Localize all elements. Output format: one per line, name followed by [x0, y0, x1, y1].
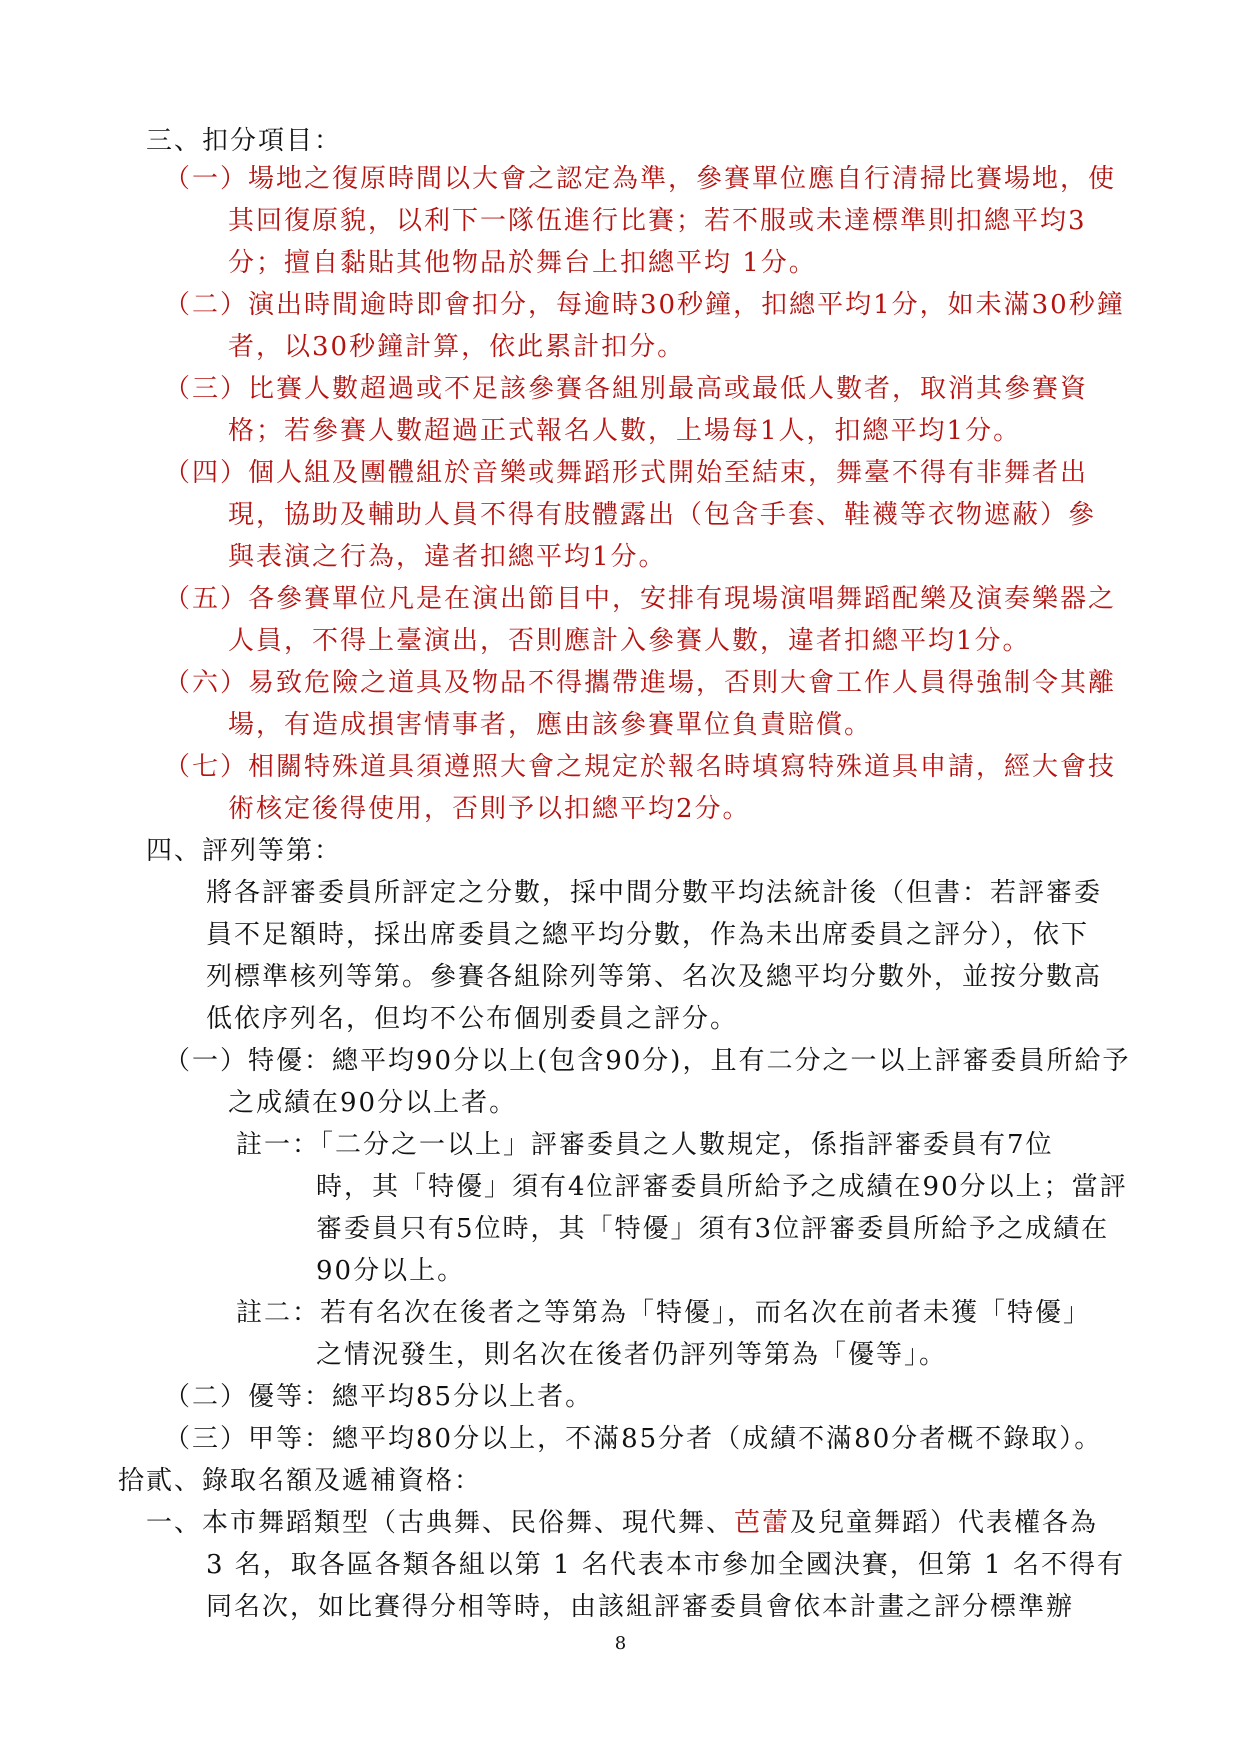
section-4-intro-line-4: 低依序列名，但均不公布個別委員之評分。	[206, 1004, 739, 1034]
section-4-intro-line-3: 列標準核列等第。參賽各組除列等第、名次及總平均分數外，並按分數高	[206, 962, 1103, 992]
section-4-intro-line-2: 員不足額時，採出席委員之總平均分數，作為未出席委員之評分），依下	[206, 920, 1090, 950]
deduction-item-7-line-2: 術核定後得使用，否則予以扣總平均2分。	[228, 794, 751, 824]
deduction-item-3-line-2: 格；若參賽人數超過正式報名人數，上場每1人，扣總平均1分。	[228, 416, 1022, 446]
grade-1-line-2: 之成績在90分以上者。	[228, 1088, 518, 1118]
note-2-line-1: 註二：若有名次在後者之等第為「特優」，而名次在前者未獲「特優」	[236, 1298, 1092, 1328]
grade-1-line-1: （一）特優：總平均90分以上(包含90分)，且有二分之一以上評審委員所給予	[164, 1046, 1131, 1076]
note-1-line-1: 註一：「二分之一以上」評審委員之人數規定，係指評審委員有7位	[236, 1130, 1054, 1160]
note-1-line-2: 時，其「特優」須有4位評審委員所給予之成績在90分以上；當評	[316, 1172, 1128, 1202]
deduction-item-5-line-2: 人員，不得上臺演出，否則應計入參賽人數，違者扣總平均1分。	[228, 626, 1031, 656]
deduction-item-1-line-1: （一）場地之復原時間以大會之認定為準，參賽單位應自行清掃比賽場地，使	[164, 164, 1117, 194]
deduction-item-5-line-1: （五）各參賽單位凡是在演出節目中，安排有現場演唱舞蹈配樂及演奏樂器之	[164, 584, 1117, 614]
quota-item-1-line-2: 3 名，取各區各類各組以第 1 名代表本市參加全國決賽，但第 1 名不得有	[206, 1550, 1125, 1580]
deduction-item-4-line-3: 與表演之行為，違者扣總平均1分。	[228, 542, 667, 572]
section-4-heading: 四、評列等第：	[146, 836, 343, 866]
section-3-heading: 三、扣分項目：	[146, 126, 343, 156]
deduction-item-6-line-1: （六）易致危險之道具及物品不得攜帶進場，否則大會工作人員得強制令其離	[164, 668, 1117, 698]
deduction-item-1-line-3: 分；擅自黏貼其他物品於舞台上扣總平均 1分。	[228, 248, 817, 278]
deduction-item-1-line-2: 其回復原貌，以利下一隊伍進行比賽；若不服或未達標準則扣總平均3	[228, 206, 1087, 236]
note-2-line-2: 之情況發生，則名次在後者仍評列等第為「優等」。	[316, 1340, 948, 1370]
section-12-heading: 拾貳、錄取名額及遞補資格：	[118, 1466, 483, 1496]
deduction-item-2-line-2: 者，以30秒鐘計算，依此累計扣分。	[228, 332, 686, 362]
deduction-item-7-line-1: （七）相關特殊道具須遵照大會之規定於報名時填寫特殊道具申請，經大會技	[164, 752, 1117, 782]
deduction-item-3-line-1: （三）比賽人數超過或不足該參賽各組別最高或最低人數者，取消其參賽資	[164, 374, 1089, 404]
grade-2: （二）優等：總平均85分以上者。	[164, 1382, 594, 1412]
note-1-line-4: 90分以上。	[316, 1256, 466, 1286]
note-1-line-3: 審委員只有5位時，其「特優」須有3位評審委員所給予之成績在	[316, 1214, 1110, 1244]
quota-item-1-ballet: 芭蕾	[734, 1508, 791, 1538]
deduction-item-4-line-2: 現，協助及輔助人員不得有肢體露出（包含手套、鞋襪等衣物遮蔽）參	[228, 500, 1097, 530]
quota-item-1-text-a: 一、本市舞蹈類型（古典舞、民俗舞、現代舞、	[146, 1508, 735, 1538]
quota-item-1-line-3: 同名次，如比賽得分相等時，由該組評審委員會依本計畫之評分標準辦	[206, 1592, 1075, 1622]
deduction-item-4-line-1: （四）個人組及團體組於音樂或舞蹈形式開始至結束，舞臺不得有非舞者出	[164, 458, 1089, 488]
quota-item-1-line-1	[146, 1506, 1098, 1540]
page-number: 8	[614, 1633, 627, 1654]
deduction-item-6-line-2: 場，有造成損害情事者，應由該參賽單位負責賠償。	[228, 710, 873, 740]
grade-3: （三）甲等：總平均80分以上，不滿85分者（成績不滿80分者概不錄取）。	[164, 1424, 1103, 1454]
quota-item-1-text-b: 及兒童舞蹈）代表權各為	[790, 1508, 1099, 1538]
deduction-item-2-line-1: （二）演出時間逾時即會扣分，每逾時30秒鐘，扣總平均1分，如未滿30秒鐘	[164, 290, 1125, 320]
section-4-intro-line-1: 將各評審委員所評定之分數，採中間分數平均法統計後（但書：若評審委	[206, 878, 1103, 908]
